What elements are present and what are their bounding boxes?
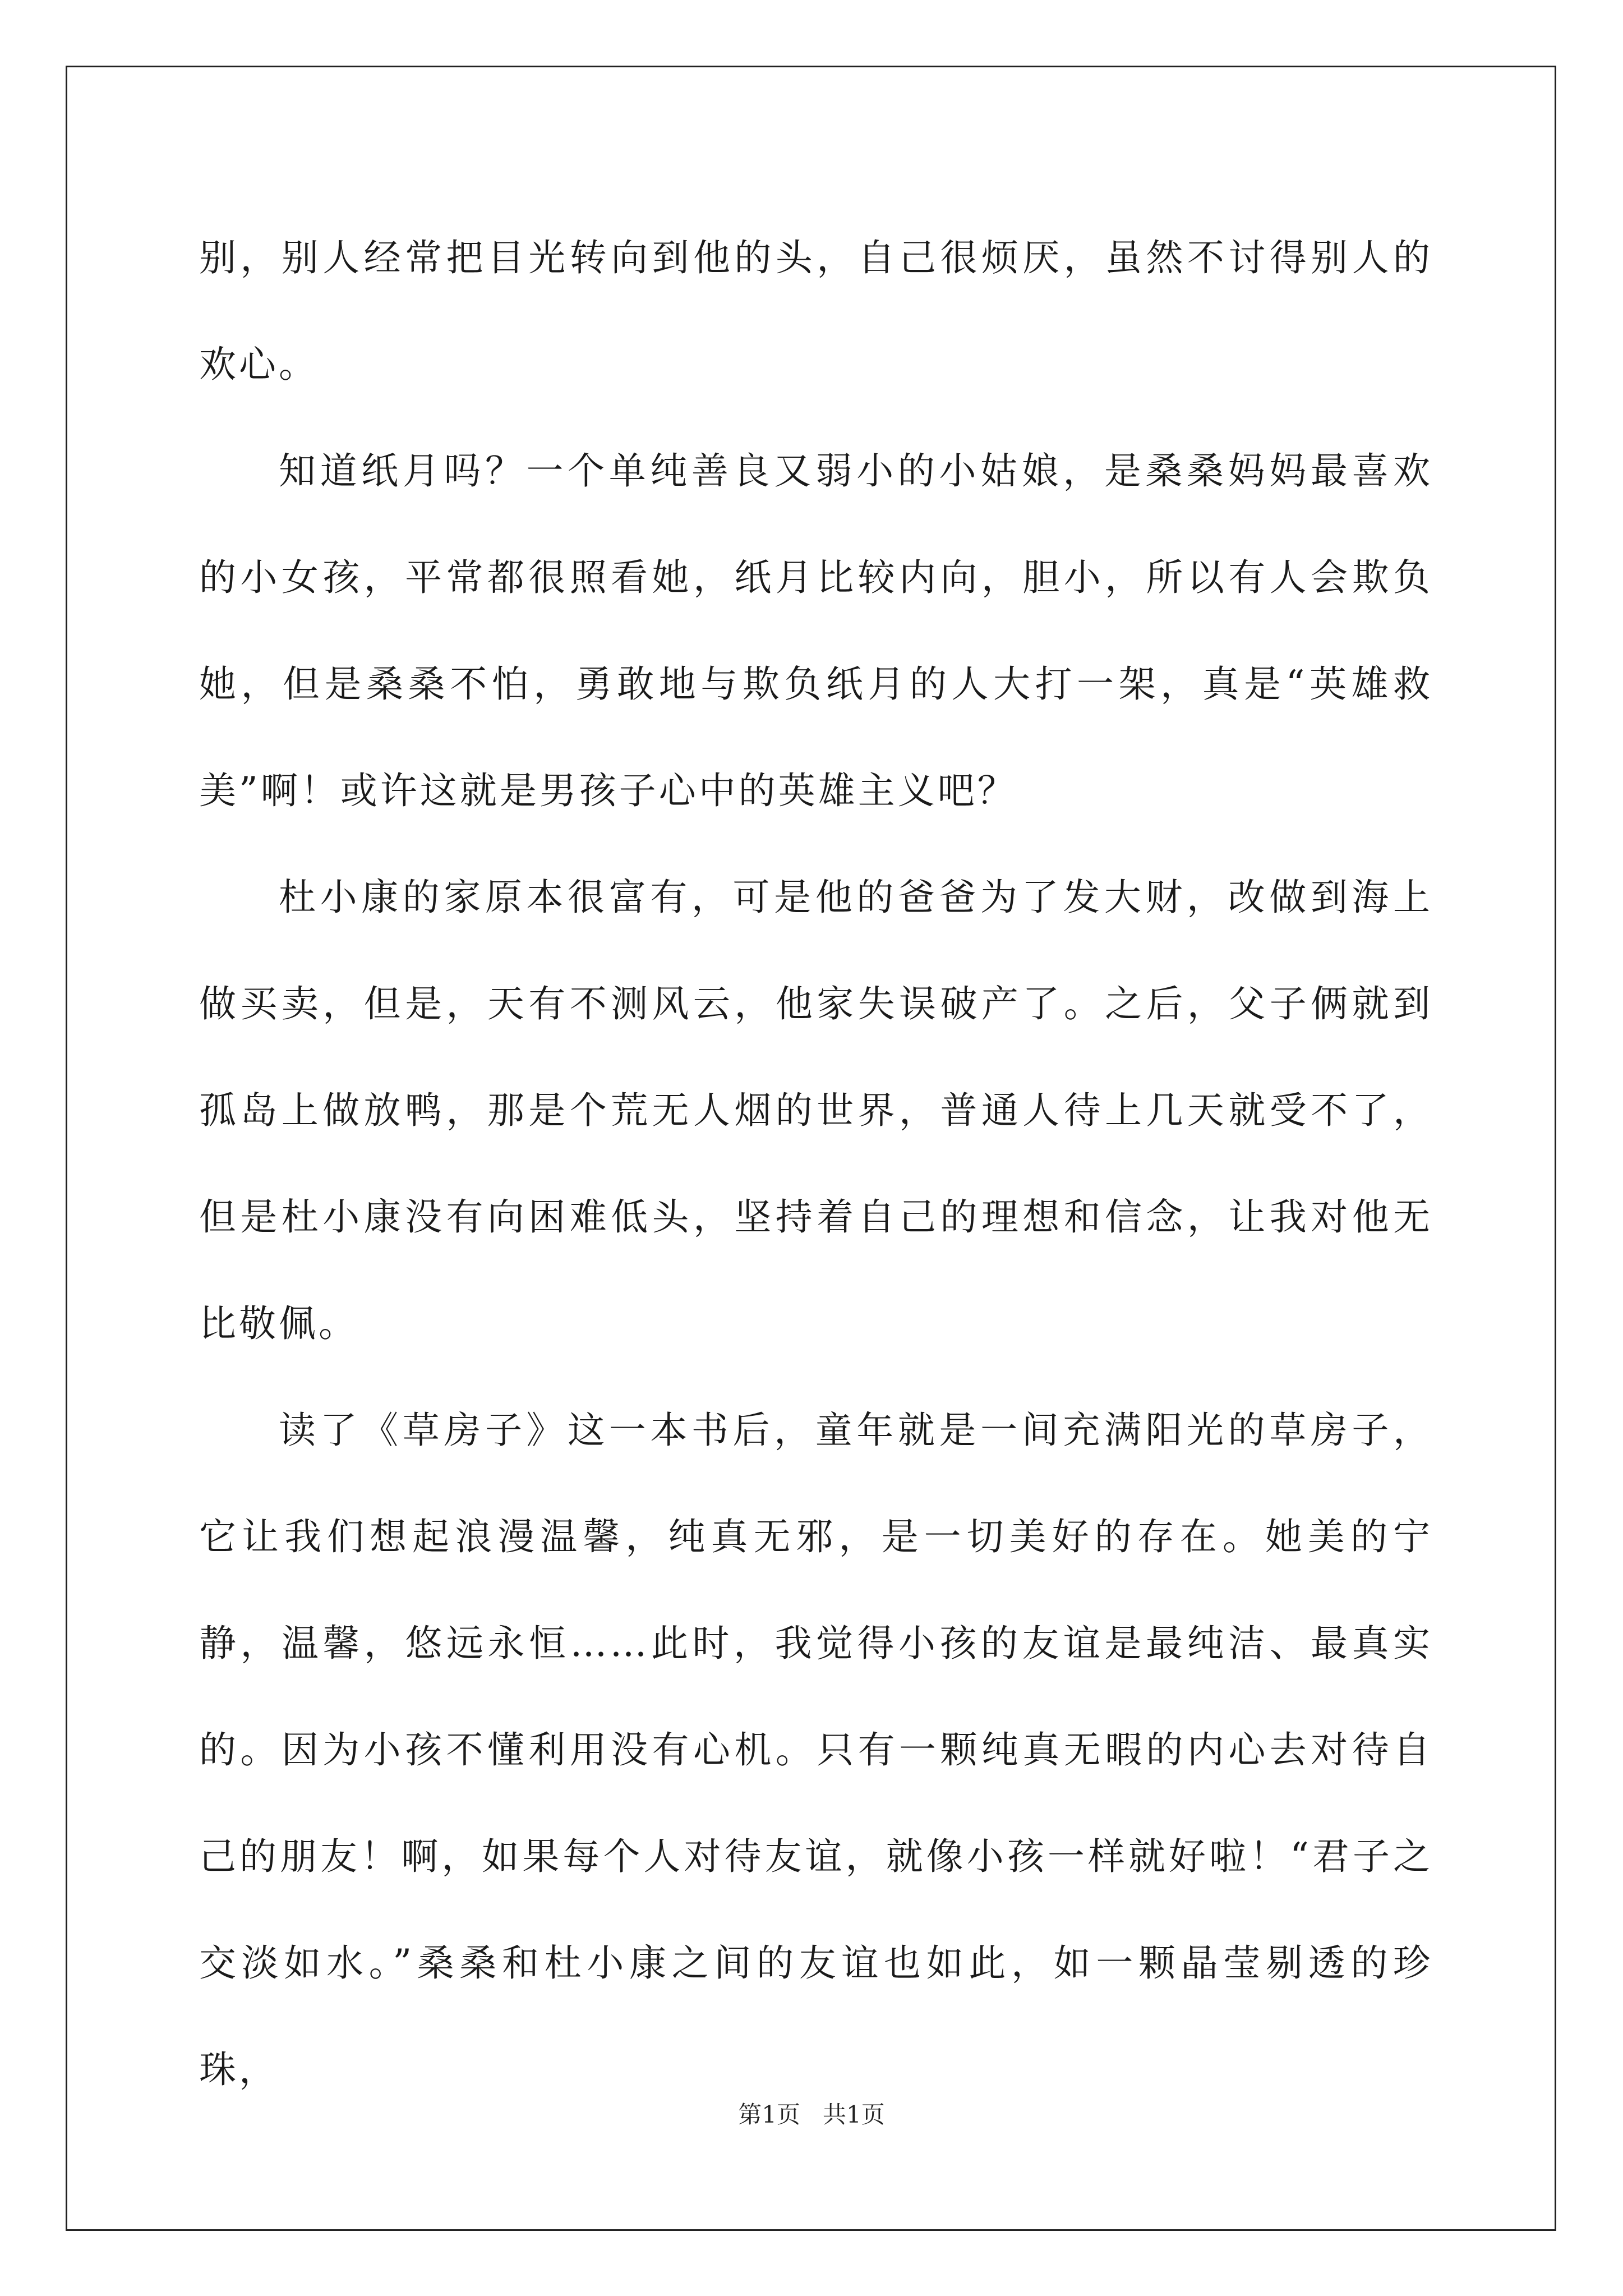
paragraph-1: 别，别人经常把目光转向到他的头，自己很烦厌，虽然不讨得别人的欢心。 bbox=[199, 236, 1433, 386]
paragraph-2: 知道纸月吗？一个单纯善良又弱小的小姑娘，是桑桑妈妈最喜欢的小女孩，平常都很照看她，纸月比较内向，胆小，所以有人会欺负她，但是桑桑不怕，勇敢地与欺负纸月的人大打一架，真是“英雄救美”啊！或许这就是男孩子心中的英雄主义吧？ bbox=[199, 449, 1433, 812]
page-total: 共1页 bbox=[823, 2101, 885, 2128]
paragraph-4: 读了《草房子》这一本书后，童年就是一间充满阳光的草房子，它让我们想起浪漫温馨，纯真无邪，是一切美好的存在。她美的宁静，温馨，悠远永恒……此时，我觉得小孩的友谊是最纯洁、最真实的。因为小孩不懂利用没有心机。只有一颗纯真无暇的内心去对待自己的朋友！啊，如果每个人对待友谊，就像小孩一样就好啦！“君子之交淡如水。”桑桑和杜小康之间的友谊也如此，如一颗晶莹剔透的珍珠， bbox=[199, 1409, 1433, 2091]
page-footer bbox=[0, 2096, 1623, 2130]
page-number: 第1页 bbox=[738, 2101, 800, 2128]
paragraph-3: 杜小康的家原本很富有，可是他的爸爸为了发大财，改做到海上做买卖，但是，天有不测风云，他家失误破产了。之后，父子俩就到孤岛上做放鸭，那是个荒无人烟的世界，普通人待上几天就受不了，但是杜小康没有向困难低头，坚持着自己的理想和信念，让我对他无比敬佩。 bbox=[199, 876, 1433, 1345]
document-body bbox=[199, 205, 1433, 2123]
